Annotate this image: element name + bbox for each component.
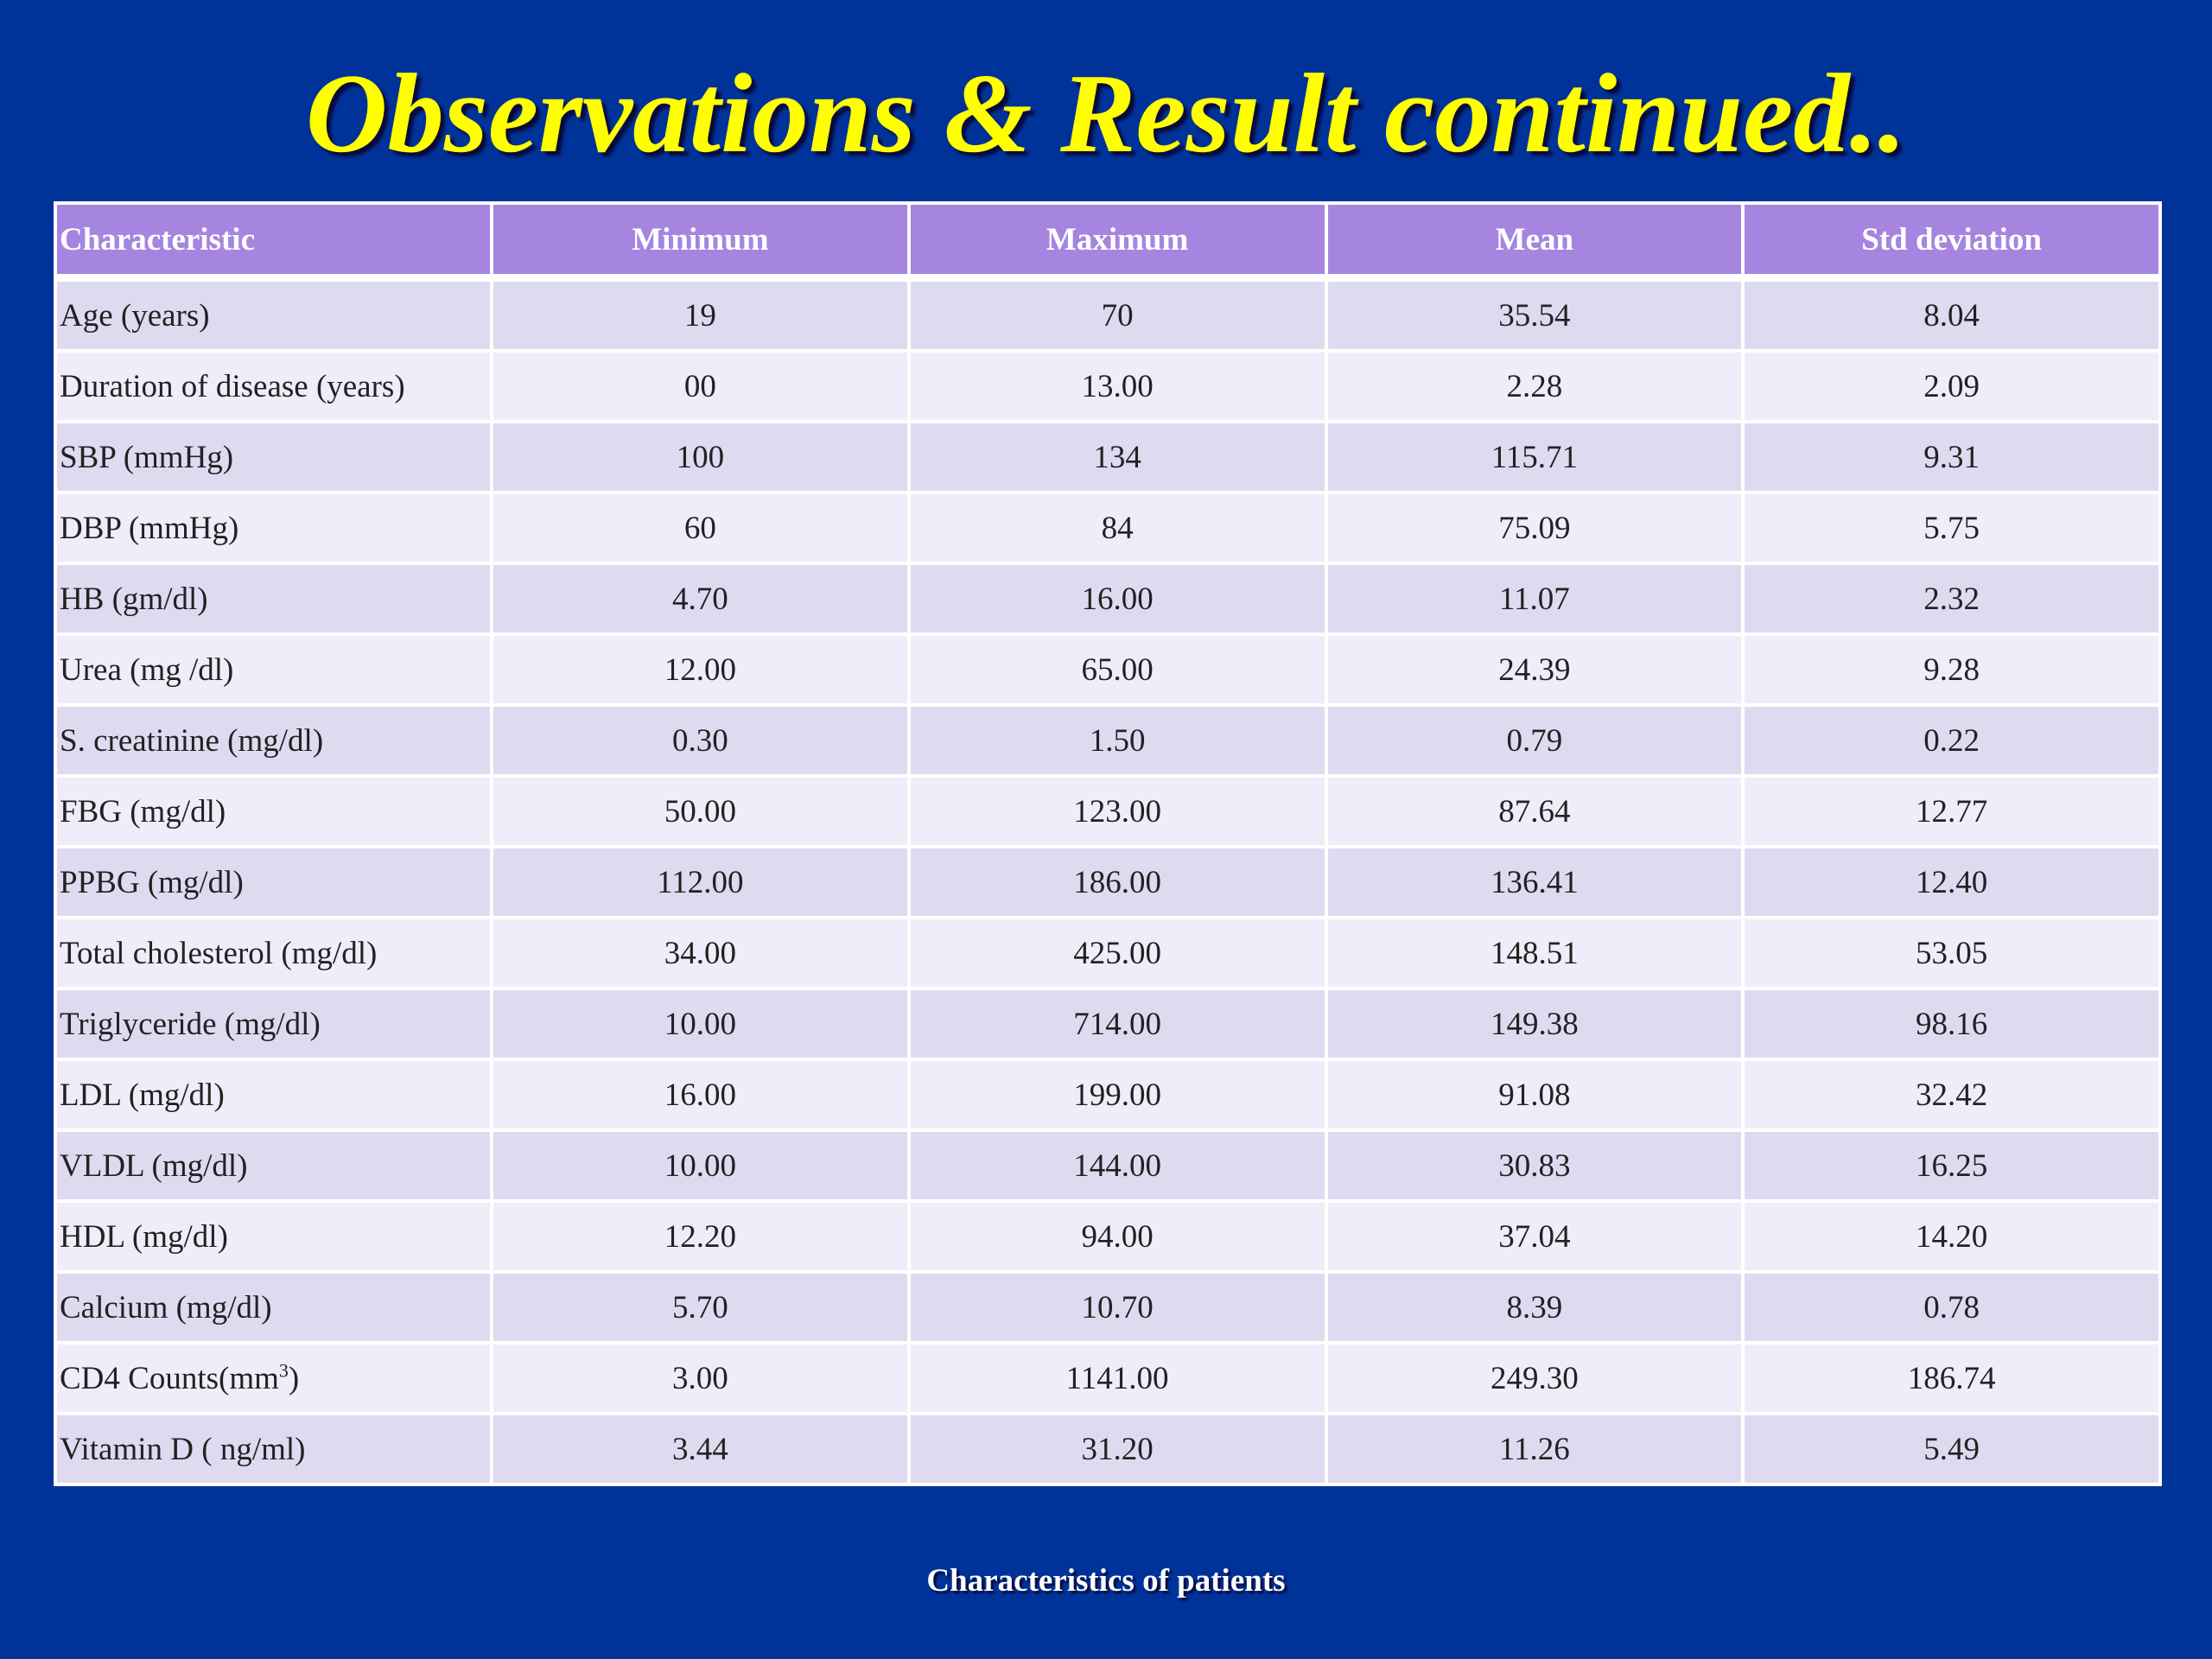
table-cell: 11.07 <box>1326 563 1744 634</box>
table-cell: 24.39 <box>1326 634 1744 705</box>
column-header: Std deviation <box>1743 203 2160 278</box>
table-cell: 115.71 <box>1326 422 1744 493</box>
row-label-cell: FBG (mg/dl) <box>55 776 492 847</box>
table-cell: 12.40 <box>1743 847 2160 918</box>
table-cell: 10.00 <box>492 988 909 1059</box>
table-cell: 34.00 <box>492 918 909 988</box>
table-cell: 3.44 <box>492 1414 909 1484</box>
table-cell: 00 <box>492 351 909 422</box>
table-cell: 0.78 <box>1743 1272 2160 1343</box>
table-row <box>55 493 2160 563</box>
table-row <box>55 1343 2160 1414</box>
table-cell: 8.39 <box>1326 1272 1744 1343</box>
table-cell: 11.26 <box>1326 1414 1744 1484</box>
row-label-cell: S. creatinine (mg/dl) <box>55 705 492 776</box>
column-header: Characteristic <box>55 203 492 278</box>
table-cell: 98.16 <box>1743 988 2160 1059</box>
row-label-cell: VLDL (mg/dl) <box>55 1130 492 1201</box>
table-cell: 112.00 <box>492 847 909 918</box>
table-cell: 4.70 <box>492 563 909 634</box>
characteristics-table <box>54 201 2162 1486</box>
table-cell: 8.04 <box>1743 278 2160 352</box>
table-cell: 1.50 <box>909 705 1326 776</box>
table-body <box>55 278 2160 1485</box>
row-label-cell: SBP (mmHg) <box>55 422 492 493</box>
table-cell: 148.51 <box>1326 918 1744 988</box>
column-header: Mean <box>1326 203 1744 278</box>
row-label-cell: PPBG (mg/dl) <box>55 847 492 918</box>
table-row <box>55 1414 2160 1484</box>
table-cell: 0.30 <box>492 705 909 776</box>
table-cell: 12.00 <box>492 634 909 705</box>
table-cell: 2.09 <box>1743 351 2160 422</box>
table-cell: 53.05 <box>1743 918 2160 988</box>
table-cell: 9.31 <box>1743 422 2160 493</box>
row-label-cell: Total cholesterol (mg/dl) <box>55 918 492 988</box>
table-cell: 1141.00 <box>909 1343 1326 1414</box>
table-cell: 249.30 <box>1326 1343 1744 1414</box>
table-row <box>55 563 2160 634</box>
table-cell: 136.41 <box>1326 847 1744 918</box>
table-cell: 714.00 <box>909 988 1326 1059</box>
table-row <box>55 634 2160 705</box>
table-row <box>55 1201 2160 1272</box>
table-cell: 50.00 <box>492 776 909 847</box>
row-label-cell: Vitamin D ( ng/ml) <box>55 1414 492 1484</box>
table-cell: 123.00 <box>909 776 1326 847</box>
table-cell: 91.08 <box>1326 1059 1744 1130</box>
row-label-cell: HDL (mg/dl) <box>55 1201 492 1272</box>
table-cell: 0.79 <box>1326 705 1744 776</box>
table-header-row <box>55 203 2160 278</box>
table-cell: 186.74 <box>1743 1343 2160 1414</box>
table-cell: 10.00 <box>492 1130 909 1201</box>
table-cell: 5.49 <box>1743 1414 2160 1484</box>
table-cell: 9.28 <box>1743 634 2160 705</box>
table-row <box>55 847 2160 918</box>
table-row <box>55 918 2160 988</box>
table-cell: 13.00 <box>909 351 1326 422</box>
table-cell: 37.04 <box>1326 1201 1744 1272</box>
characteristics-table-container <box>54 201 2158 1486</box>
table-cell: 30.83 <box>1326 1130 1744 1201</box>
table-cell: 186.00 <box>909 847 1326 918</box>
table-cell: 87.64 <box>1326 776 1744 847</box>
row-label-cell: LDL (mg/dl) <box>55 1059 492 1130</box>
table-cell: 100 <box>492 422 909 493</box>
row-label-cell: CD4 $Counts(mm^3)$ <box>55 1343 492 1414</box>
slide-title: Observations & Result continued.. <box>305 51 1907 176</box>
row-label-cell: Triglyceride (mg/dl) <box>55 988 492 1059</box>
table-cell: 14.20 <box>1743 1201 2160 1272</box>
table-cell: 144.00 <box>909 1130 1326 1201</box>
column-header: Maximum <box>909 203 1326 278</box>
table-cell: 70 <box>909 278 1326 352</box>
table-cell: 60 <box>492 493 909 563</box>
table-cell: 65.00 <box>909 634 1326 705</box>
row-label-cell: HB (gm/dl) <box>55 563 492 634</box>
row-label-cell: Duration of disease (years) <box>55 351 492 422</box>
table-cell: 75.09 <box>1326 493 1744 563</box>
row-label-cell: Urea (mg /dl) <box>55 634 492 705</box>
table-cell: 5.75 <box>1743 493 2160 563</box>
table-cell: 32.42 <box>1743 1059 2160 1130</box>
table-cell: 31.20 <box>909 1414 1326 1484</box>
table-cell: 35.54 <box>1326 278 1744 352</box>
table-row <box>55 278 2160 352</box>
table-cell: 149.38 <box>1326 988 1744 1059</box>
table-row <box>55 776 2160 847</box>
row-label-cell: Age (years) <box>55 278 492 352</box>
table-cell: 84 <box>909 493 1326 563</box>
table-cell: 12.20 <box>492 1201 909 1272</box>
table-row <box>55 1130 2160 1201</box>
table-cell: 2.28 <box>1326 351 1744 422</box>
table-row <box>55 1272 2160 1343</box>
table-cell: 5.70 <box>492 1272 909 1343</box>
table-cell: 16.00 <box>909 563 1326 634</box>
row-label-cell: DBP (mmHg) <box>55 493 492 563</box>
table-row <box>55 1059 2160 1130</box>
table-row <box>55 422 2160 493</box>
table-cell: 12.77 <box>1743 776 2160 847</box>
table-caption: Characteristics of patients <box>926 1563 1286 1599</box>
table-row <box>55 705 2160 776</box>
table-cell: 3.00 <box>492 1343 909 1414</box>
table-cell: 134 <box>909 422 1326 493</box>
table-cell: 2.32 <box>1743 563 2160 634</box>
table-cell: 16.00 <box>492 1059 909 1130</box>
table-cell: 16.25 <box>1743 1130 2160 1201</box>
table-cell: 199.00 <box>909 1059 1326 1130</box>
row-label-cell: Calcium (mg/dl) <box>55 1272 492 1343</box>
table-row <box>55 351 2160 422</box>
table-cell: 10.70 <box>909 1272 1326 1343</box>
table-cell: 94.00 <box>909 1201 1326 1272</box>
column-header: Minimum <box>492 203 909 278</box>
table-cell: 425.00 <box>909 918 1326 988</box>
table-cell: 0.22 <box>1743 705 2160 776</box>
table-row <box>55 988 2160 1059</box>
table-cell: 19 <box>492 278 909 352</box>
